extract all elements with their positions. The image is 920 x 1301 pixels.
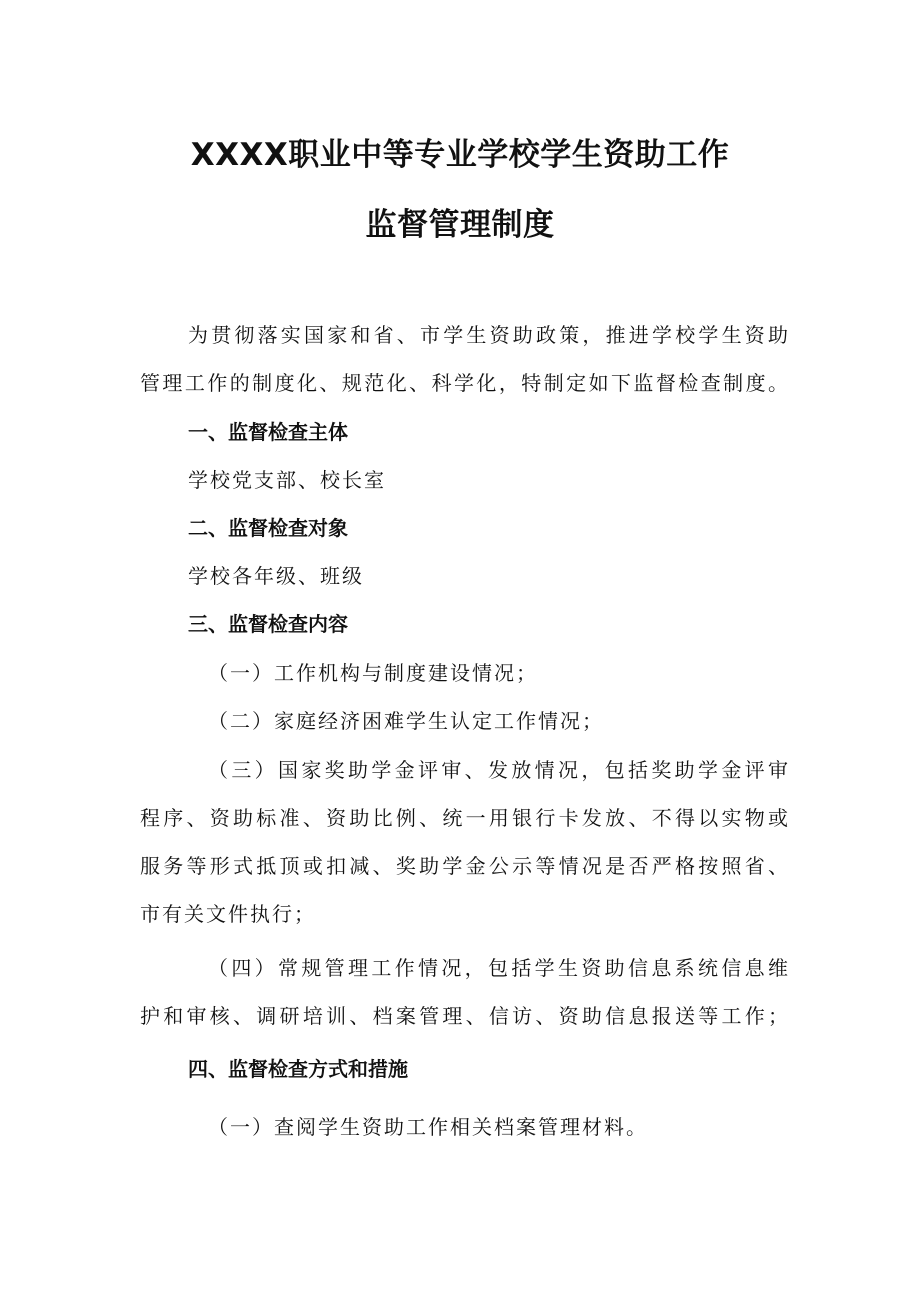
- section-3-item-4-line-2: 护和审核、调研培训、档案管理、信访、资助信息报送等工作；: [140, 1004, 790, 1028]
- section-3-item-4-line-1: （四）常规管理工作情况，包括学生资助信息系统信息维: [208, 956, 790, 980]
- section-2-body: 学校各年级、班级: [188, 564, 364, 588]
- section-4-item-1: （一）查阅学生资助工作相关档案管理材料。: [208, 1115, 648, 1139]
- section-3-heading: 三、监督检查内容: [188, 612, 348, 636]
- section-3-item-1: （一）工作机构与制度建设情况；: [208, 661, 538, 685]
- document-title-line-2: 监督管理制度: [365, 207, 555, 243]
- section-3-item-3-line-1: （三）国家奖助学金评审、发放情况，包括奖助学金评审: [208, 758, 790, 782]
- section-1-heading: 一、监督检查主体: [188, 420, 348, 444]
- section-2-heading: 二、监督检查对象: [188, 516, 348, 540]
- document-title-line-1: XXXX职业中等专业学校学生资助工作: [190, 137, 730, 173]
- section-4-heading: 四、监督检查方式和措施: [188, 1057, 408, 1081]
- section-3-item-2: （二）家庭经济困难学生认定工作情况；: [208, 709, 604, 733]
- section-3-item-3-line-3: 服务等形式抵顶或扣减、奖助学金公示等情况是否严格按照省、: [140, 854, 790, 878]
- section-1-body: 学校党支部、校长室: [188, 468, 386, 492]
- intro-paragraph-line-2: 管理工作的制度化、规范化、科学化，特制定如下监督检查制度。: [140, 371, 790, 395]
- section-3-item-3-line-4: 市有关文件执行；: [140, 902, 316, 926]
- section-3-item-3-line-2: 程序、资助标准、资助比例、统一用银行卡发放、不得以实物或: [140, 806, 790, 830]
- intro-paragraph-line-1: 为贯彻落实国家和省、市学生资助政策，推进学校学生资助: [188, 323, 790, 347]
